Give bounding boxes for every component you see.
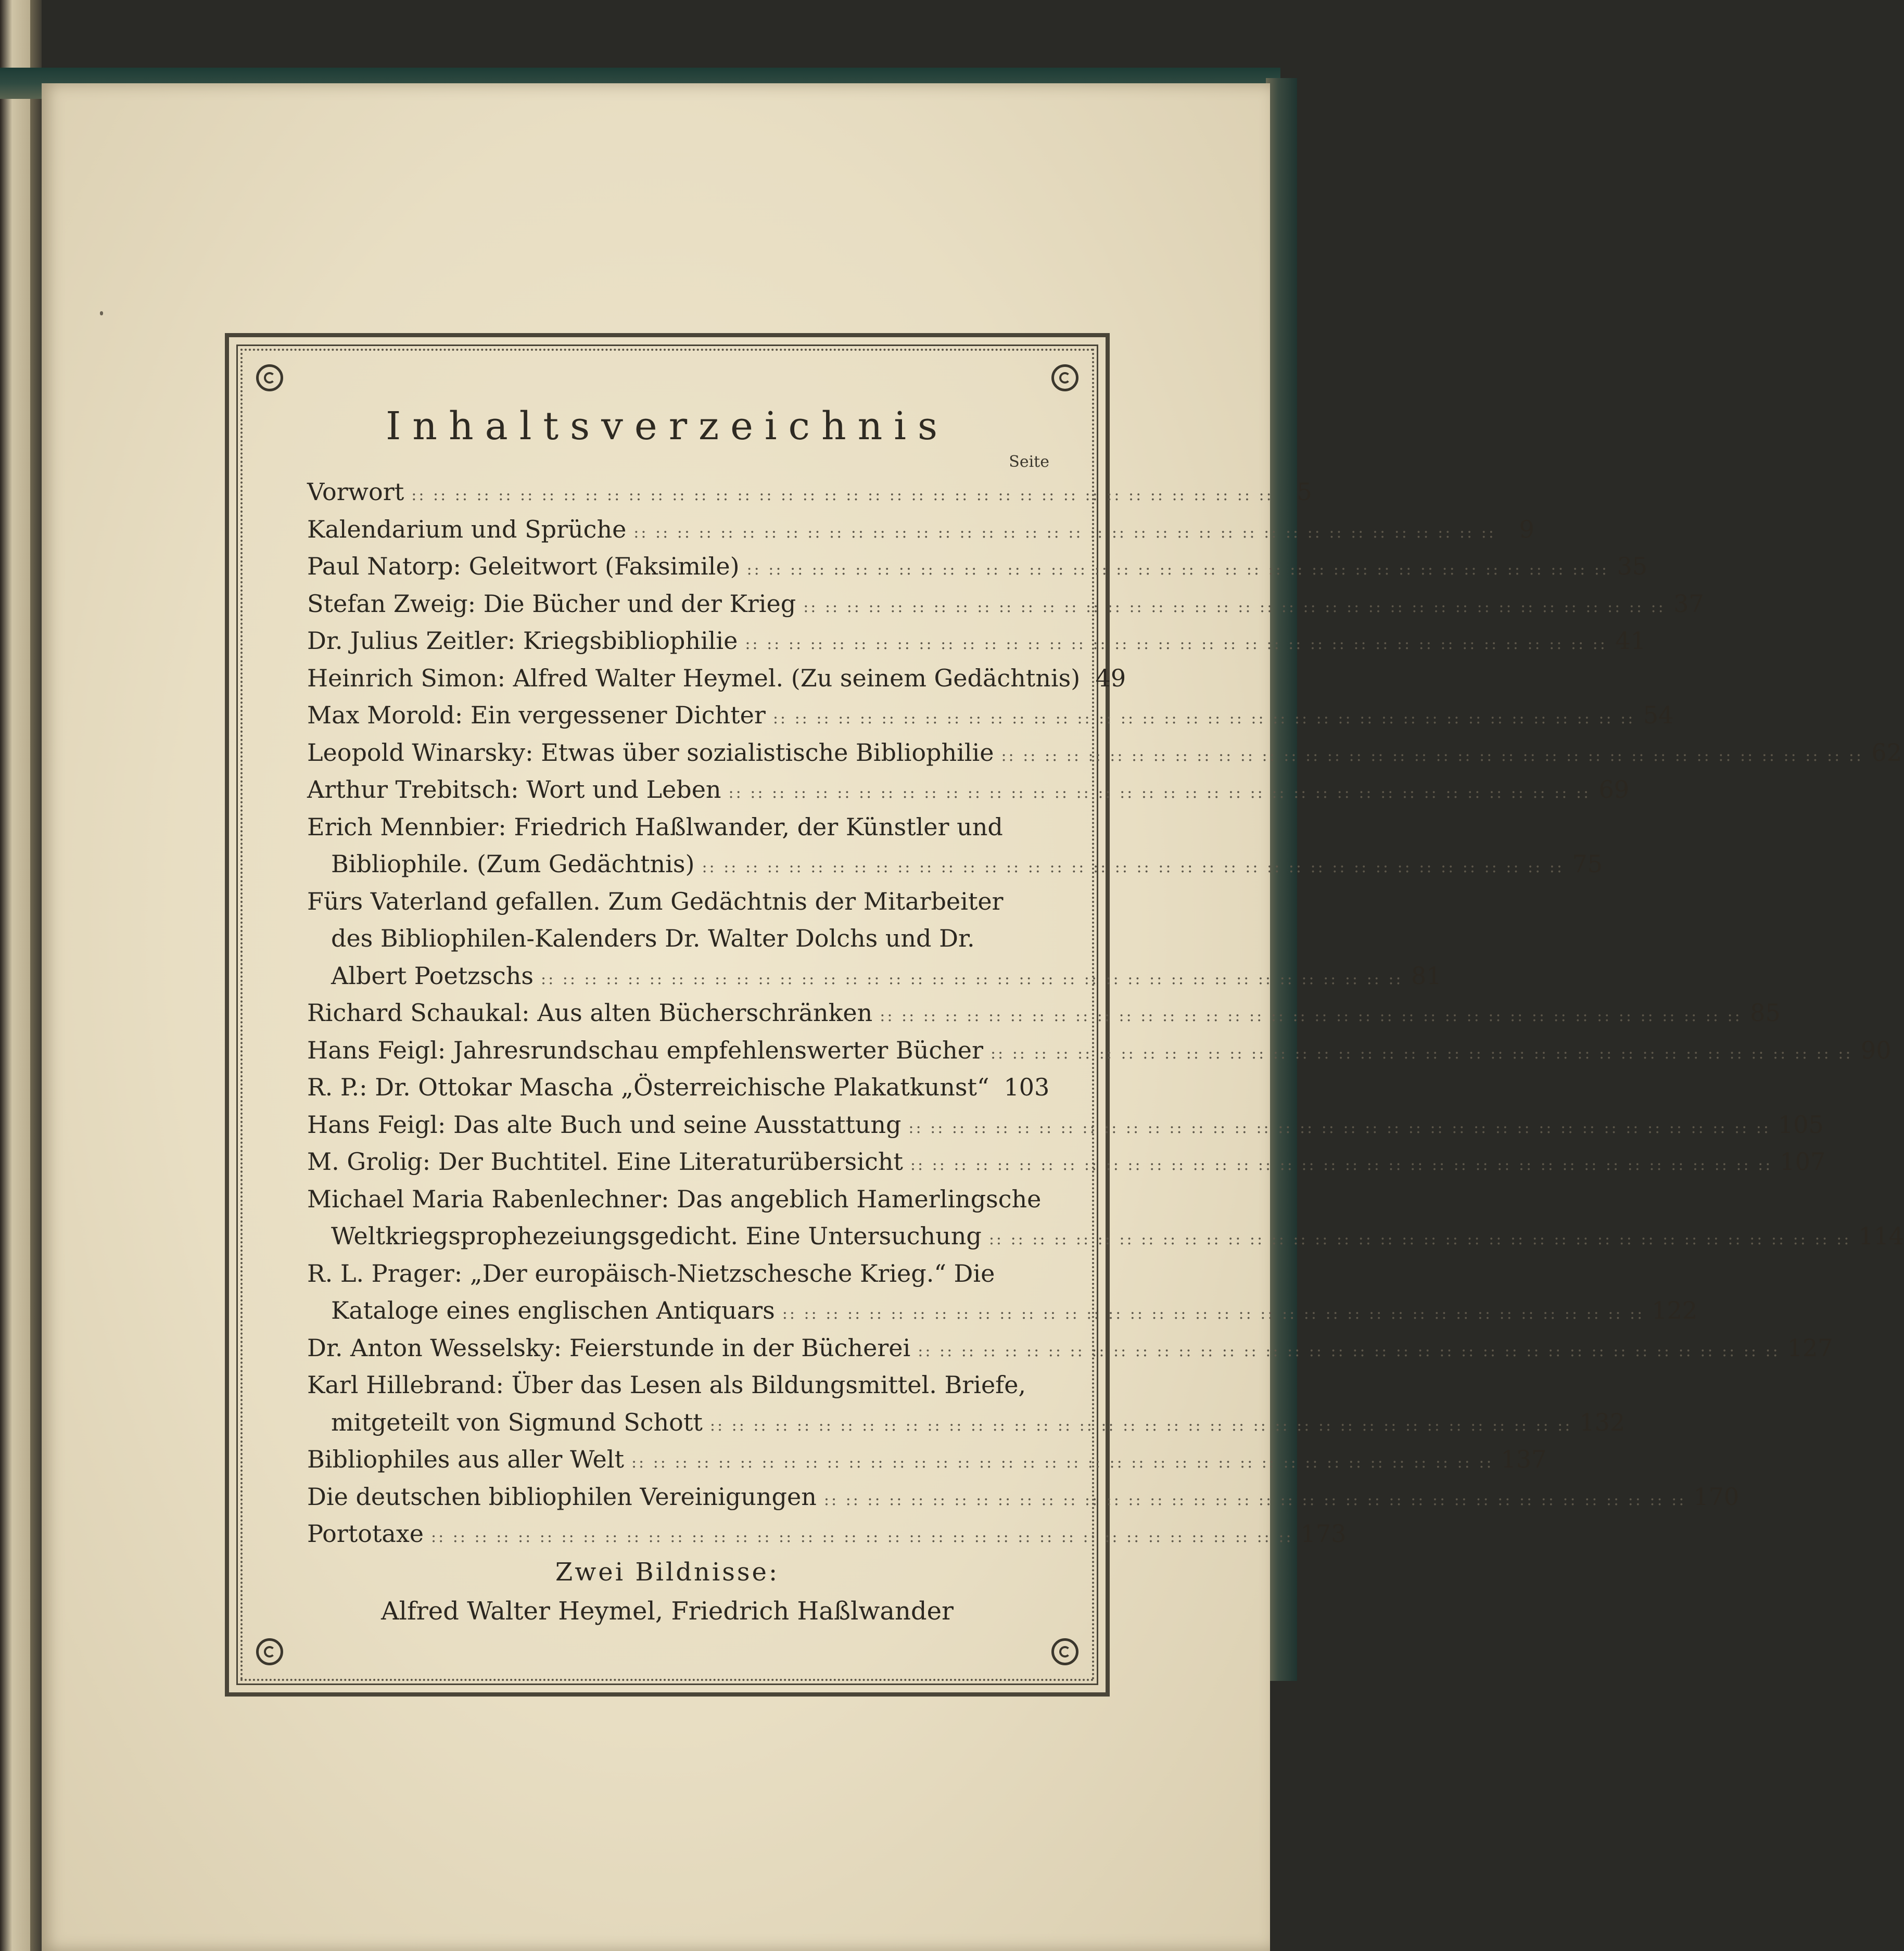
toc-entry-page: 85 <box>1750 999 1781 1027</box>
toc-entry <box>307 511 1534 549</box>
toc-entry <box>307 1069 1049 1106</box>
leader-dots: :: :: :: :: :: :: :: :: :: :: :: :: :: :: :: :: :: :: :: :: :: :: :: :: :: :: :: :: :: :: :: :: :: :: :: :: :: :: :: :: <box>411 486 1274 504</box>
spiral-ornament-icon <box>256 1638 283 1665</box>
toc-entry-title: Michael Maria Rabenlechner: Das angeblich Hamerlingsche <box>307 1184 1042 1213</box>
leader-dots: :: :: :: :: :: :: :: :: :: :: :: :: :: :: :: :: :: :: :: :: :: :: :: :: :: :: :: :: :: :: :: :: :: :: :: :: :: :: :: :: <box>990 1044 1853 1063</box>
leader-dots: :: :: :: :: :: :: :: :: :: :: :: :: :: :: :: :: :: :: :: :: :: :: :: :: :: :: :: :: :: :: :: :: :: :: :: :: :: :: :: :: <box>988 1230 1851 1248</box>
toc-entry-title: Portotaxe <box>307 1520 424 1548</box>
illustrations-heading: Zwei Bildnisse: <box>555 1558 780 1587</box>
toc-entry-page: 62 <box>1871 738 1902 767</box>
toc-entry-title: Stefan Zweig: Die Bücher und der Krieg <box>307 589 796 618</box>
book-spine <box>30 0 42 1951</box>
leader-dots: :: :: :: :: :: :: :: :: :: :: :: :: :: :: :: :: :: :: :: :: :: :: :: :: :: :: :: :: :: :: :: :: :: :: :: :: :: :: :: :: <box>702 858 1564 876</box>
leader-dots: :: :: :: :: :: :: :: :: :: :: :: :: :: :: :: :: :: :: :: :: :: :: :: :: :: :: :: :: :: :: :: :: :: :: :: :: :: :: :: :: <box>910 1156 1773 1174</box>
toc-entry-title: Bibliophiles aus aller Welt <box>307 1445 624 1473</box>
toc-entry-title: Arthur Trebitsch: Wort und Leben <box>307 775 721 804</box>
page-column-label: Seite <box>1009 453 1049 471</box>
toc-entry-title: Kalendarium und Sprüche <box>307 515 627 543</box>
leader-dots: :: :: :: :: :: :: :: :: :: :: :: :: :: :: :: :: :: :: :: :: :: :: :: :: :: :: :: :: :: :: :: :: :: :: :: :: :: :: :: :: <box>772 709 1635 728</box>
page-title: Inhaltsverzeichnis <box>386 404 949 449</box>
toc-entry-title: Fürs Vaterland gefallen. Zum Gedächtnis der Mitarbeiter <box>307 887 1004 915</box>
toc-entry-title: R. P.: Dr. Ottokar Mascha „Österreichische Plakatkunst“ <box>307 1073 989 1101</box>
toc-entry-page: 173 <box>1300 1520 1347 1548</box>
toc-entry-page: 137 <box>1501 1445 1547 1473</box>
toc-entry-page: 41 <box>1615 627 1646 655</box>
toc-entry <box>307 1292 1698 1330</box>
spiral-ornament-icon <box>1051 1638 1078 1665</box>
toc-entry <box>307 1367 1049 1404</box>
toc-entry <box>307 697 1674 734</box>
toc-entry <box>307 585 1704 623</box>
toc-entry <box>307 1404 1626 1442</box>
toc-entry <box>307 660 1126 697</box>
leader-dots: :: :: :: :: :: :: :: :: :: :: :: :: :: :: :: :: :: :: :: :: :: :: :: :: :: :: :: :: :: :: :: :: :: :: :: :: :: :: :: :: <box>908 1118 1771 1137</box>
toc-entry-title: des Bibliophilen-Kalenders Dr. Walter Dolchs und Dr. <box>331 924 975 952</box>
toc-entry-title: Dr. Anton Wesselsky: Feierstunde in der Bücherei <box>307 1333 911 1362</box>
toc-entry-title: Bibliophile. (Zum Gedächtnis) <box>331 850 695 878</box>
toc-entry <box>307 734 1902 772</box>
toc-entry-title: M. Grolig: Der Buchtitel. Eine Literaturübersicht <box>307 1147 903 1176</box>
toc-entry <box>307 920 1049 958</box>
toc-entry-page: 75 <box>1572 850 1603 878</box>
leader-dots: :: :: :: :: :: :: :: :: :: :: :: :: :: :: :: :: :: :: :: :: :: :: :: :: :: :: :: :: :: :: :: :: :: :: :: :: :: :: :: :: <box>728 784 1591 802</box>
toc-entry-title: Erich Mennbier: Friedrich Haßlwander, der Künstler und <box>307 812 1003 841</box>
toc-entry <box>307 771 1630 809</box>
toc-entry-page: 105 <box>1778 1110 1824 1139</box>
leader-dots: :: :: :: :: :: :: :: :: :: :: :: :: :: :: :: :: :: :: :: :: :: :: :: :: :: :: :: :: :: :: :: :: :: :: :: :: :: :: :: :: <box>746 560 1609 579</box>
toc-entry-title: Die deutschen bibliophilen Vereinigungen <box>307 1482 817 1511</box>
toc-entry <box>307 548 1648 585</box>
toc-entry-title: Max Morold: Ein vergessener Dichter <box>307 701 766 729</box>
toc-entry-title: Kataloge eines englischen Antiquars <box>331 1296 775 1324</box>
toc-entry-title: Vorwort <box>307 478 404 506</box>
toc-entry-page: 81 <box>1411 961 1442 990</box>
toc-entry-title: Heinrich Simon: Alfred Walter Heymel. (Zu seinem Gedächtnis) <box>307 664 1081 692</box>
book-page <box>42 83 1904 1951</box>
toc-entry-title: mitgeteilt von Sigmund Schott <box>331 1408 703 1436</box>
toc-entry-page: 54 <box>1643 701 1674 729</box>
toc-entry <box>307 1255 1049 1293</box>
toc-entry <box>307 994 1781 1032</box>
toc-entry <box>307 1515 1347 1553</box>
toc-entry-title: Hans Feigl: Das alte Buch und seine Ausstattung <box>307 1110 902 1139</box>
toc-entry-page: 103 <box>1004 1073 1050 1101</box>
toc-entry <box>307 846 1603 883</box>
leader-dots: :: :: :: :: :: :: :: :: :: :: :: :: :: :: :: :: :: :: :: :: :: :: :: :: :: :: :: :: :: :: :: :: :: :: :: :: :: :: :: :: <box>431 1528 1293 1546</box>
leader-dots: :: :: :: :: :: :: :: :: :: :: :: :: :: :: :: :: :: :: :: :: :: :: :: :: :: :: :: :: :: :: :: :: :: :: :: :: :: :: :: :: <box>823 1490 1686 1509</box>
toc-entry-page: 122 <box>1652 1296 1698 1324</box>
toc-entry-page: 37 <box>1673 589 1704 618</box>
toc-entry-page: 49 <box>1095 664 1126 692</box>
toc-entry-page: 35 <box>1617 552 1648 580</box>
toc-entry-page: 69 <box>1598 775 1630 804</box>
toc-entry <box>307 474 1312 511</box>
leader-dots: :: :: :: :: :: :: :: :: :: :: :: :: :: :: :: :: :: :: :: :: :: :: :: :: :: :: :: :: :: :: :: :: :: :: :: :: :: :: :: :: <box>709 1416 1572 1435</box>
toc-entry-title: Dr. Julius Zeitler: Kriegsbibliophilie <box>307 627 738 655</box>
toc-entry <box>307 1106 1824 1144</box>
leader-dots: :: :: :: :: :: :: :: :: :: :: :: :: :: :: :: :: :: :: :: :: :: :: :: :: :: :: :: :: :: :: :: :: :: :: :: :: :: :: :: :: <box>1001 746 1863 765</box>
toc-entry <box>307 958 1442 995</box>
toc-entry <box>307 883 1049 921</box>
leader-dots: :: :: :: :: :: :: :: :: :: :: :: :: :: :: :: :: :: :: :: :: :: :: :: :: :: :: :: :: :: :: :: :: :: :: :: :: :: :: :: :: <box>918 1342 1780 1360</box>
toc-entry-title: R. L. Prager: „Der europäisch-Nietzschesche Krieg.“ Die <box>307 1259 995 1287</box>
toc-entry-page: 107 <box>1780 1147 1826 1176</box>
toc-entry <box>307 809 1049 846</box>
toc-entry <box>307 1478 1740 1516</box>
toc-entry <box>307 622 1646 660</box>
toc-entry-title: Leopold Winarsky: Etwas über sozialistische Bibliophilie <box>307 738 994 767</box>
toc-entry-page: 170 <box>1693 1482 1740 1511</box>
leader-dots: :: :: :: :: :: :: :: :: :: :: :: :: :: :: :: :: :: :: :: :: :: :: :: :: :: :: :: :: :: :: :: :: :: :: :: :: :: :: :: :: <box>633 523 1496 542</box>
ornamental-frame <box>225 333 1904 1697</box>
toc-entry <box>307 1330 1833 1367</box>
leader-dots: :: :: :: :: :: :: :: :: :: :: :: :: :: :: :: :: :: :: :: :: :: :: :: :: :: :: :: :: :: :: :: :: :: :: :: :: :: :: :: :: <box>745 635 1607 653</box>
spiral-ornament-icon <box>1051 364 1078 391</box>
toc-entry-title: Weltkriegsprophezeiungsgedicht. Eine Untersuchung <box>331 1222 982 1250</box>
toc-entry-page: 132 <box>1579 1408 1626 1436</box>
illustrations-names: Alfred Walter Heymel, Friedrich Haßlwander <box>381 1597 954 1626</box>
spiral-ornament-icon <box>256 364 283 391</box>
toc-entry-title: Richard Schaukal: Aus alten Bücherschränken <box>307 999 873 1027</box>
leader-dots: :: :: :: :: :: :: :: :: :: :: :: :: :: :: :: :: :: :: :: :: :: :: :: :: :: :: :: :: :: :: :: :: :: :: :: :: :: :: :: :: <box>631 1453 1494 1472</box>
toc-entry-page: 90 <box>1860 1036 1892 1064</box>
toc-entry <box>307 1032 1892 1069</box>
leader-dots: :: :: :: :: :: :: :: :: :: :: :: :: :: :: :: :: :: :: :: :: :: :: :: :: :: :: :: :: :: :: :: :: :: :: :: :: :: :: :: :: <box>782 1305 1645 1323</box>
toc-list <box>307 474 1904 1553</box>
toc-entry <box>307 1441 1547 1478</box>
toc-entry-page: 9 <box>1519 515 1534 543</box>
toc-entry <box>307 1218 1904 1255</box>
toc-entry-title: Karl Hillebrand: Über das Lesen als Bildungsmittel. Briefe, <box>307 1371 1026 1399</box>
leader-dots: :: :: :: :: :: :: :: :: :: :: :: :: :: :: :: :: :: :: :: :: :: :: :: :: :: :: :: :: :: :: :: :: :: :: :: :: :: :: :: :: <box>803 597 1666 616</box>
page-speck <box>100 311 103 315</box>
toc-entry-page: 127 <box>1787 1333 1833 1362</box>
leader-dots: :: :: :: :: :: :: :: :: :: :: :: :: :: :: :: :: :: :: :: :: :: :: :: :: :: :: :: :: :: :: :: :: :: :: :: :: :: :: :: :: <box>880 1007 1742 1025</box>
toc-entry-title: Hans Feigl: Jahresrundschau empfehlenswerter Bücher <box>307 1036 983 1064</box>
leader-dots: :: :: :: :: :: :: :: :: :: :: :: :: :: :: :: :: :: :: :: :: :: :: :: :: :: :: :: :: :: :: :: :: :: :: :: :: :: :: :: :: <box>541 970 1403 988</box>
toc-entry-page: 114 <box>1858 1222 1904 1250</box>
left-page-edge <box>0 0 30 1951</box>
toc-entry-page: 5 <box>1297 478 1312 506</box>
toc-entry <box>307 1181 1049 1218</box>
toc-entry-title: Albert Poetzschs <box>331 961 534 990</box>
toc-entry-title: Paul Natorp: Geleitwort (Faksimile) <box>307 552 740 580</box>
toc-entry <box>307 1143 1826 1181</box>
